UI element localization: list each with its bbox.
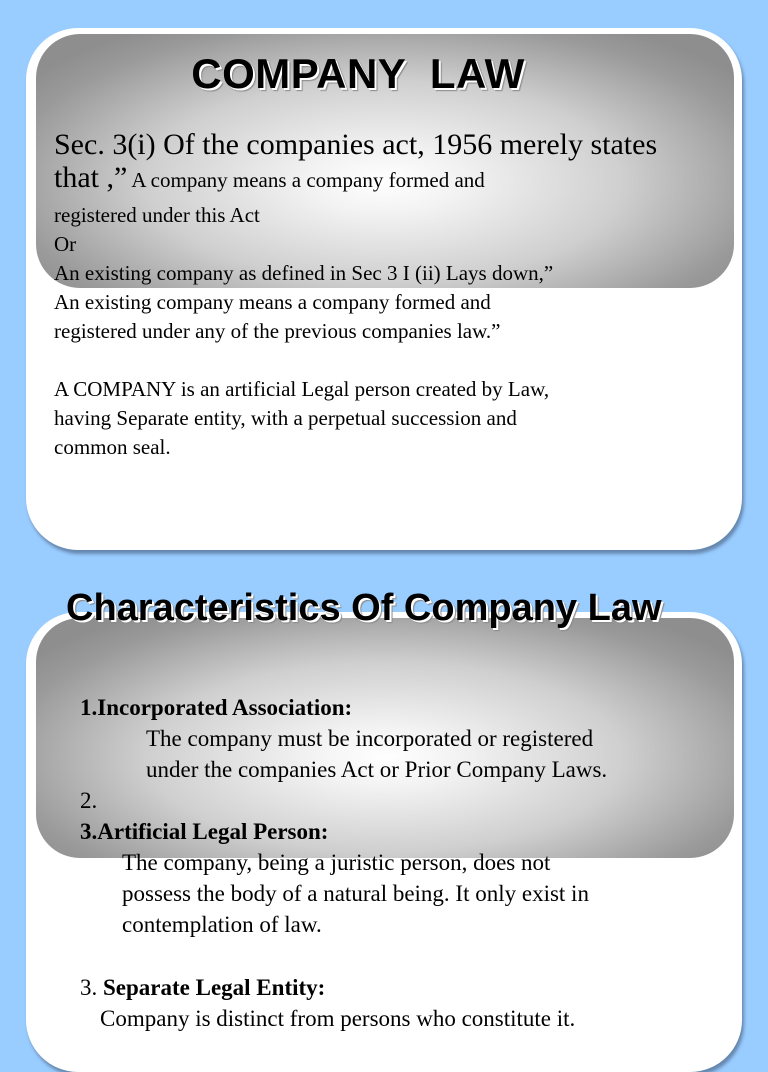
- body-line: Or: [54, 232, 77, 256]
- slide-title: Characteristics Of Company Law: [66, 587, 662, 629]
- definition-line: A COMPANY is an artificial Legal person created by Law,: [54, 377, 550, 401]
- section-intro: [54, 128, 694, 197]
- item-text: The company must be incorporated or registered: [146, 726, 594, 751]
- quote-start: A company means a company formed and: [127, 168, 485, 192]
- item-number: 2.: [80, 788, 98, 813]
- section-intro-text: Sec. 3(i) Of the companies act, 1956 merely states that ,”: [54, 128, 658, 194]
- item-text: Company is distinct from persons who constitute it.: [100, 1006, 576, 1031]
- characteristics-list: [80, 692, 720, 1034]
- item-number: 3.: [80, 975, 103, 1000]
- item-text: under the companies Act or Prior Company Laws.: [146, 757, 608, 782]
- definition-body: [54, 201, 694, 462]
- item-text: contemplation of law.: [122, 912, 322, 937]
- body-line: registered under any of the previous companies law.”: [54, 319, 501, 343]
- body-line: registered under this Act: [54, 203, 260, 227]
- definition-line: common seal.: [54, 435, 171, 459]
- paragraph-gap: [54, 346, 694, 375]
- paragraph-gap: [80, 940, 720, 972]
- item-heading: 3.Artificial Legal Person:: [80, 819, 329, 844]
- item-text: The company, being a juristic person, does not: [122, 850, 551, 875]
- definition-line: having Separate entity, with a perpetual succession and: [54, 406, 517, 430]
- body-line: An existing company as defined in Sec 3 I (ii) Lays down,”: [54, 261, 554, 285]
- body-line: An existing company means a company formed and: [54, 290, 491, 314]
- item-heading: 1.Incorporated Association:: [80, 695, 353, 720]
- item-text: possess the body of a natural being. It only exist in: [122, 881, 589, 906]
- item-heading: Separate Legal Entity:: [103, 975, 326, 1000]
- slide-title: COMPANY LAW: [191, 50, 525, 97]
- item-line: [80, 972, 720, 1003]
